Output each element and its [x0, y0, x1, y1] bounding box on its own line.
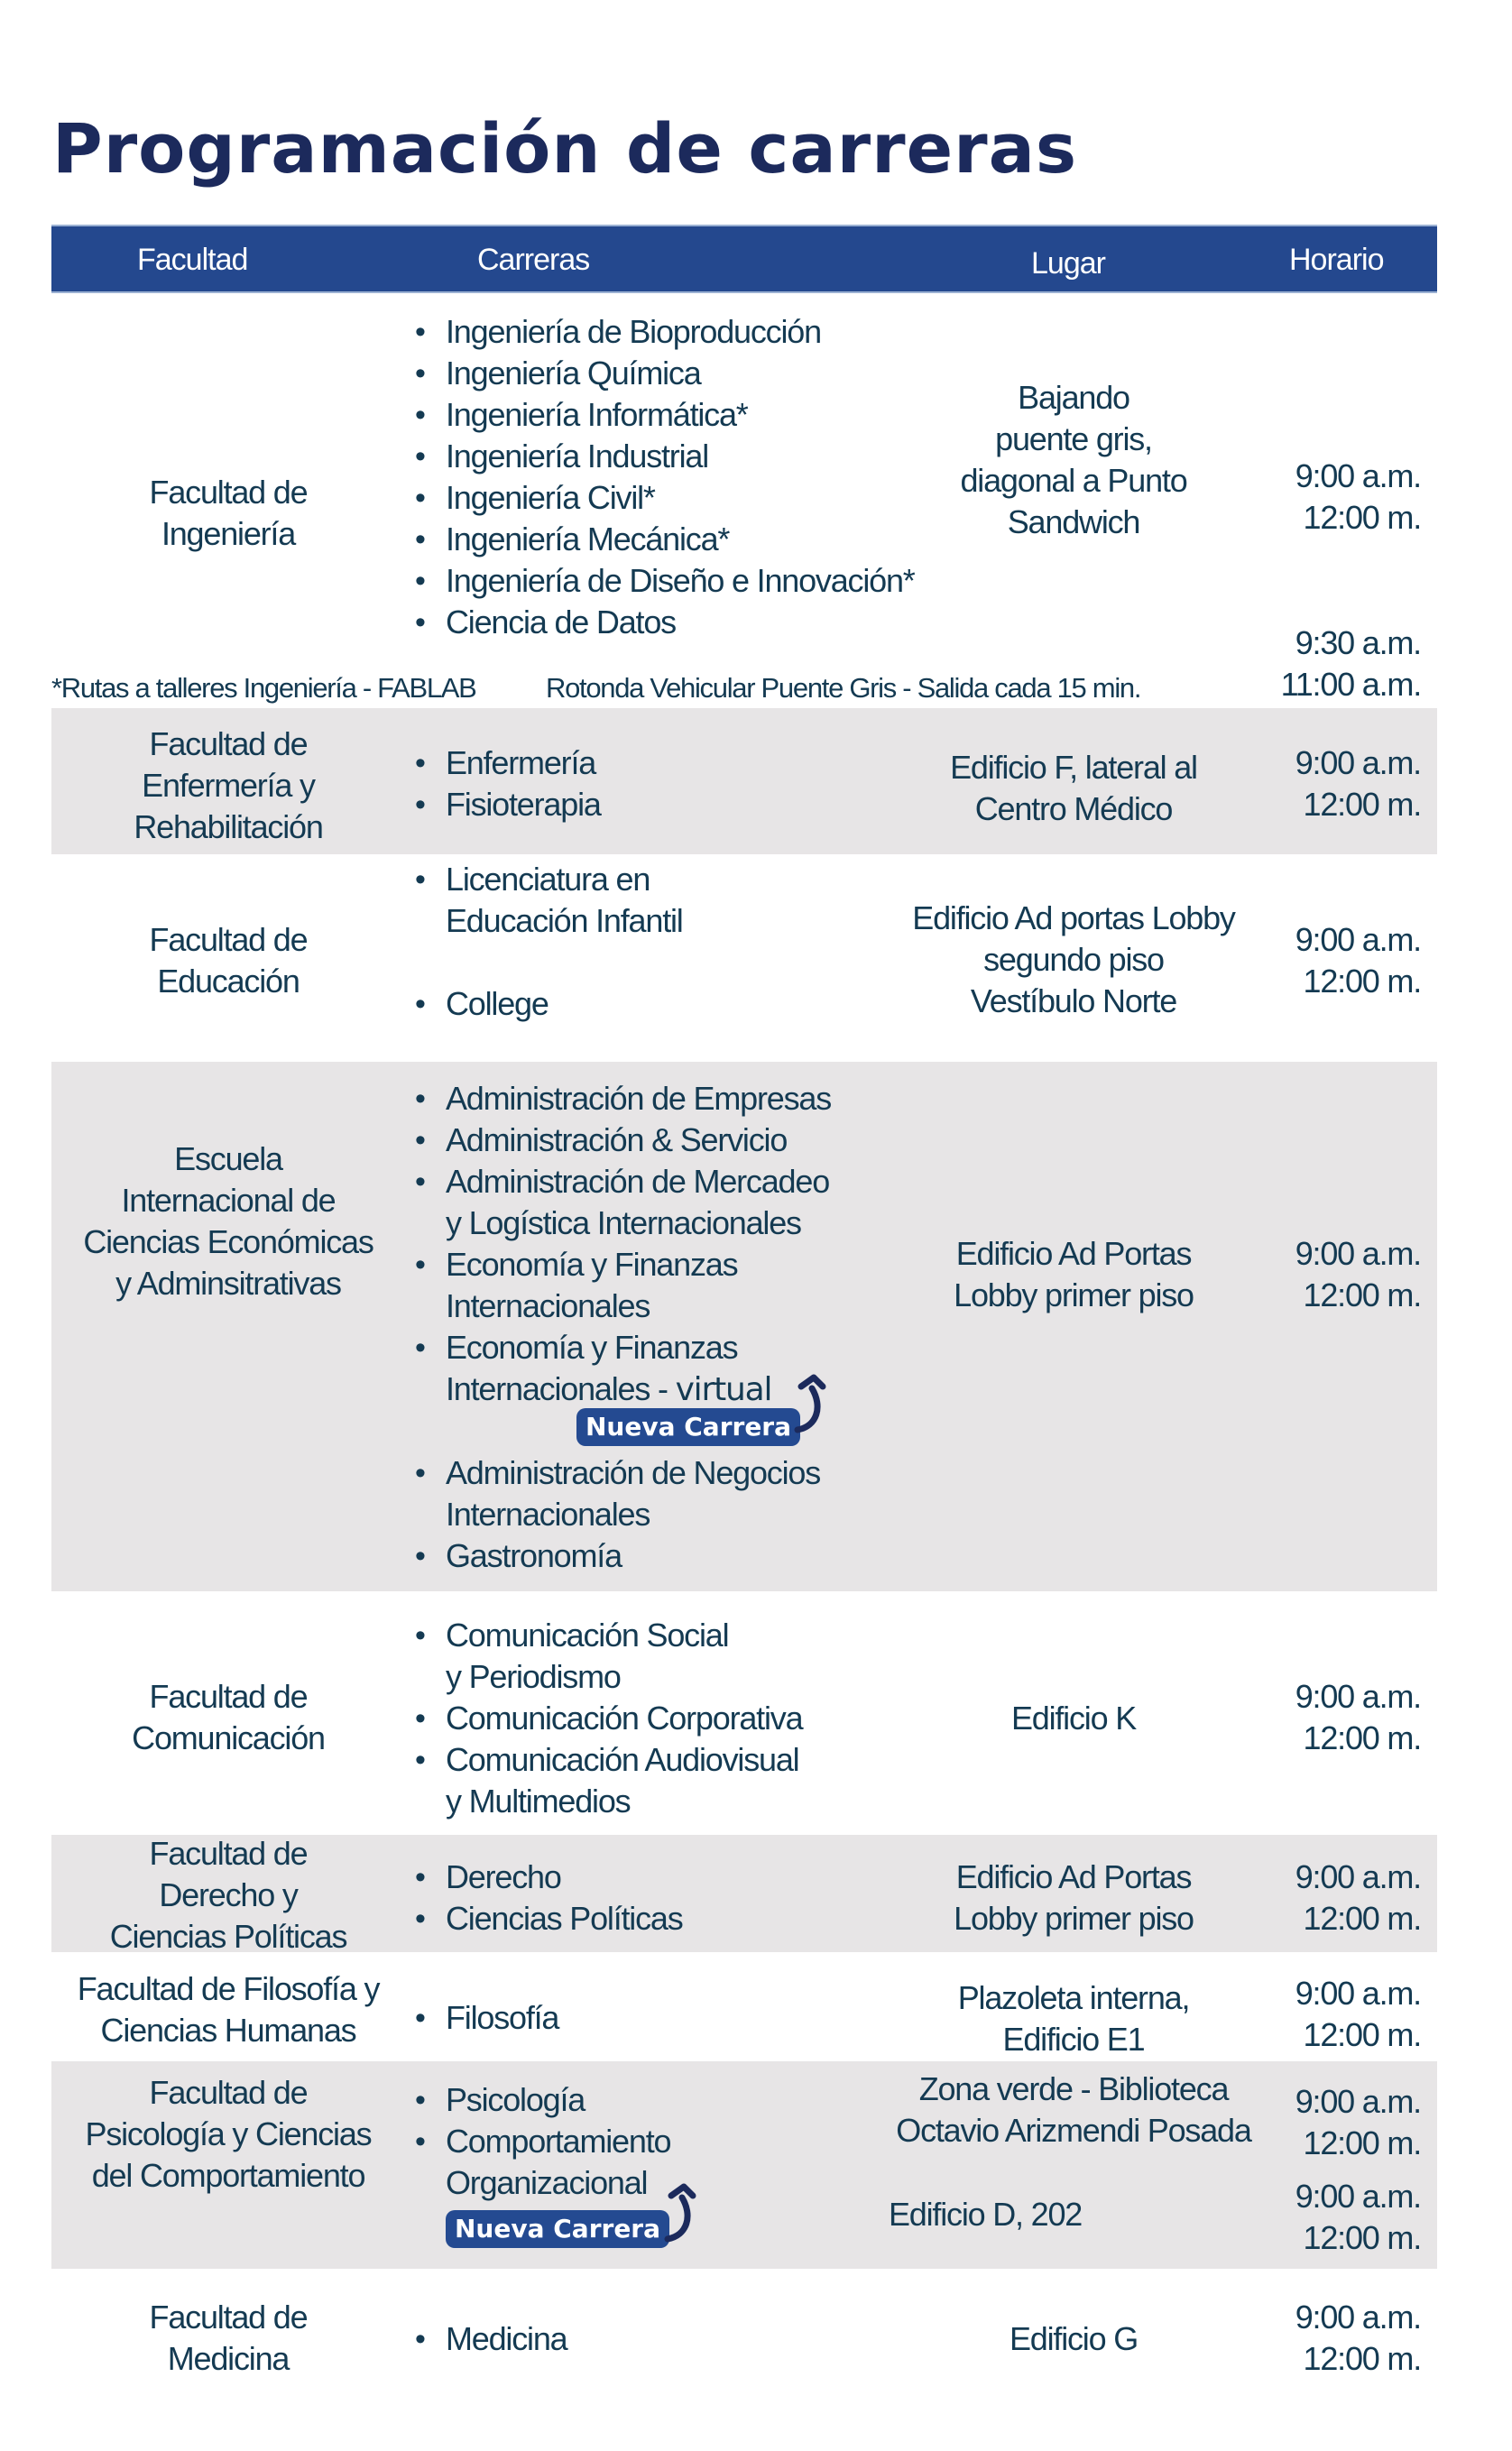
horario-end: 12:00 m.: [1303, 1719, 1421, 1756]
carreras-list: [415, 311, 915, 643]
carreras-list: [415, 2079, 670, 2204]
lugar-cell: [857, 2318, 1290, 2360]
horario-cell: [1268, 919, 1421, 1002]
lugar-line: diagonal a Punto: [960, 462, 1187, 499]
career-name-cont: Internacionales: [446, 1287, 650, 1324]
lugar-cell-2: Edificio D, 202: [889, 2196, 1083, 2233]
facultad-line: Enfermería y: [142, 767, 315, 804]
career-name-cont: y Multimedios: [446, 1783, 631, 1820]
list-item: [415, 1857, 683, 1898]
facultad-line: Ingeniería: [161, 515, 296, 552]
facultad-line: Facultad de: [149, 725, 308, 762]
horario-end: 11:00 a.m.: [1280, 666, 1421, 703]
career-name: Gastronomía: [446, 1537, 622, 1574]
facultad-cell: [48, 1833, 409, 1958]
header-lugar: Lugar: [1031, 246, 1105, 281]
list-item: [415, 1244, 831, 1285]
list-item: [415, 436, 915, 477]
table-header: [51, 225, 1437, 293]
horario-cell-2: [1268, 2176, 1421, 2259]
bullet-icon: •: [415, 2001, 425, 2035]
bullet-icon: •: [415, 1123, 425, 1157]
nueva-carrera-badge: Nueva Carrera: [446, 2210, 669, 2248]
lugar-line: Edificio K: [1010, 1700, 1137, 1737]
horario-start: 9:00 a.m.: [1295, 457, 1421, 494]
lugar-line: Edificio Ad Portas: [955, 1235, 1192, 1272]
horario-end: 12:00 m.: [1303, 1900, 1421, 1937]
horario-end: 12:00 m.: [1303, 499, 1421, 536]
facultad-line: Comunicación: [132, 1719, 325, 1756]
career-name: Comportamiento: [446, 2123, 671, 2160]
career-name-cont: [415, 1368, 831, 1411]
bullet-icon: •: [415, 439, 425, 474]
list-item: [415, 859, 683, 900]
facultad-line: Facultad de: [149, 921, 308, 958]
facultad-cell: [48, 2297, 409, 2380]
list-item: [415, 1698, 802, 1739]
facultad-line: Facultad de: [149, 474, 308, 511]
list-item: [415, 311, 915, 353]
career-name: Derecho: [446, 1858, 561, 1895]
bullet-icon: •: [415, 1165, 425, 1199]
bullet-icon: •: [415, 1082, 425, 1116]
career-name: Ingeniería Industrial: [446, 438, 708, 475]
facultad-line: Ciencias Económicas: [83, 1223, 373, 1260]
lugar-cell: [857, 377, 1290, 543]
facultad-line: Derecho y: [159, 1876, 298, 1913]
bullet-icon: •: [415, 1618, 425, 1653]
career-name: Licenciatura en: [446, 861, 650, 898]
list-item: [415, 2079, 670, 2121]
career-name-cont: y Periodismo: [446, 1658, 621, 1695]
career-name-part: Internacionales -: [446, 1370, 676, 1407]
horario-end: 12:00 m.: [1303, 2340, 1421, 2377]
bullet-icon: •: [415, 2124, 425, 2159]
horario-end: 12:00 m.: [1303, 1276, 1421, 1313]
list-item: [415, 1615, 802, 1656]
horario-start: 9:30 a.m.: [1295, 624, 1421, 661]
facultad-line: Facultad de: [149, 2299, 308, 2336]
lugar-cell-1: [857, 2069, 1290, 2152]
horario-start: 9:00 a.m.: [1295, 1975, 1421, 2012]
carreras-list: [415, 859, 683, 1025]
facultad-line: Facultad de Filosofía y: [77, 1970, 380, 2007]
bullet-icon: •: [415, 481, 425, 515]
horario-cell: [1268, 742, 1421, 825]
career-name: Psicología: [446, 2081, 585, 2118]
bullet-icon: •: [415, 315, 425, 349]
career-name: Comunicación Corporativa: [446, 1700, 803, 1737]
list-item: [415, 983, 683, 1025]
facultad-line: Educación: [157, 963, 300, 1000]
career-name: Filosofía: [446, 1999, 559, 2036]
career-name-cont: y Logística Internacionales: [446, 1204, 801, 1241]
list-item: [415, 394, 915, 436]
career-name: Fisioterapia: [446, 786, 601, 823]
carreras-list: [415, 1615, 802, 1822]
bullet-icon: •: [415, 862, 425, 897]
lugar-cell: [857, 747, 1290, 830]
career-name: Enfermería: [446, 744, 596, 781]
horario-cell: [1268, 2297, 1421, 2380]
horario-end: 12:00 m.: [1303, 2016, 1421, 2053]
lugar-line: Edificio Ad portas Lobby: [912, 899, 1235, 936]
facultad-cell: [48, 1968, 409, 2051]
lugar-line: Edificio F, lateral al: [950, 749, 1197, 786]
lugar-line: Lobby primer piso: [954, 1900, 1194, 1937]
curved-arrow-icon: [664, 2183, 702, 2244]
career-name: Ingeniería Civil*: [446, 479, 655, 516]
horario-cell: [1268, 456, 1421, 539]
bullet-icon: •: [415, 1701, 425, 1736]
list-item: [415, 477, 915, 519]
list-item: [415, 784, 601, 825]
lugar-cell: [857, 1233, 1290, 1316]
horario-end: 12:00 m.: [1303, 786, 1421, 823]
career-name: Comunicación Audiovisual: [446, 1741, 799, 1778]
career-name: Economía y Finanzas: [446, 1246, 738, 1283]
lugar-cell: [857, 1857, 1290, 1940]
horario-cell: [1268, 1676, 1421, 1759]
carreras-list: [415, 742, 601, 825]
fablab-note-lugar: Rotonda Vehicular Puente Gris - Salida cada 15 min.: [546, 672, 1141, 704]
carreras-list: [415, 1857, 683, 1940]
career-name: College: [446, 985, 549, 1022]
bullet-icon: •: [415, 788, 425, 822]
bullet-icon: •: [415, 2322, 425, 2356]
list-item: [415, 1997, 558, 2039]
horario-cell-1: [1268, 2081, 1421, 2164]
bullet-icon: •: [415, 987, 425, 1021]
bullet-icon: •: [415, 2083, 425, 2117]
bullet-icon: •: [415, 564, 425, 598]
bullet-icon: •: [415, 1331, 425, 1365]
lugar-line: segundo piso: [983, 941, 1164, 978]
curved-arrow-icon: [794, 1374, 832, 1435]
horario-end: 12:00 m.: [1303, 2124, 1421, 2161]
list-item: [415, 519, 915, 560]
list-item: [415, 1161, 831, 1202]
bullet-icon: •: [415, 398, 425, 432]
career-name: Administración de Mercadeo: [446, 1163, 830, 1200]
horario-start: 9:00 a.m.: [1295, 744, 1421, 781]
lugar-line: Plazoleta interna,: [957, 1979, 1190, 2016]
list-item: [415, 1739, 802, 1781]
facultad-line: Facultad de: [149, 1678, 308, 1715]
career-name-cont: Organizacional: [446, 2164, 648, 2201]
career-name: Economía y Finanzas: [446, 1329, 738, 1366]
facultad-cell: [48, 1676, 409, 1759]
facultad-cell: [48, 723, 409, 848]
list-item: [415, 1535, 831, 1577]
list-item: [415, 560, 915, 602]
horario-cell: [1268, 1857, 1421, 1940]
bullet-icon: •: [415, 746, 425, 780]
lugar-line: Edificio G: [1009, 2320, 1139, 2357]
lugar-line: Bajando: [1018, 379, 1129, 416]
career-name: Ingeniería de Diseño e Innovación*: [446, 562, 915, 599]
fablab-horario: [1268, 622, 1421, 705]
facultad-line: Rehabilitación: [134, 808, 323, 845]
horario-cell: [1268, 1233, 1421, 1316]
horario-start: 9:00 a.m.: [1295, 2299, 1421, 2336]
carreras-list: [415, 1997, 558, 2039]
facultad-line: y Adminsitrativas: [115, 1265, 341, 1302]
career-name: Administración de Empresas: [446, 1080, 831, 1117]
lugar-line: puente gris,: [995, 420, 1152, 457]
facultad-line: Ciencias Humanas: [100, 2012, 356, 2049]
facultad-line: Medicina: [167, 2340, 290, 2377]
facultad-line: Ciencias Políticas: [109, 1918, 347, 1955]
lugar-cell: [857, 898, 1290, 1022]
facultad-cell: [48, 1138, 409, 1304]
career-name: Ingeniería de Bioproducción: [446, 313, 821, 350]
facultad-line: Psicología y Ciencias: [85, 2115, 372, 2152]
lugar-line: Sandwich: [1007, 503, 1140, 540]
facultad-line: del Comportamiento: [91, 2157, 365, 2194]
lugar-line: Zona verde - Biblioteca: [918, 2070, 1229, 2107]
lugar-cell: [857, 1698, 1290, 1739]
virtual-label: virtual: [675, 1371, 772, 1408]
career-name-cont: Educación Infantil: [446, 902, 683, 939]
facultad-line: Facultad de: [149, 2074, 308, 2111]
bullet-icon: •: [415, 1248, 425, 1282]
career-name: Ciencia de Datos: [446, 604, 676, 640]
horario-cell: [1268, 1973, 1421, 2056]
career-name-cont: Internacionales: [446, 1496, 650, 1533]
horario-end: 12:00 m.: [1303, 2219, 1421, 2256]
list-item: [415, 353, 915, 394]
fablab-note: *Rutas a talleres Ingeniería - FABLAB: [51, 672, 476, 704]
list-item: [415, 2121, 670, 2162]
bullet-icon: •: [415, 522, 425, 557]
career-name: Ingeniería Mecánica*: [446, 521, 730, 557]
horario-start: 9:00 a.m.: [1295, 1678, 1421, 1715]
lugar-cell: [857, 1977, 1290, 2060]
spacer: [415, 942, 683, 983]
list-item: [415, 1120, 831, 1161]
list-item: [415, 2318, 567, 2360]
lugar-line: Centro Médico: [974, 790, 1173, 827]
list-item: [415, 1078, 831, 1120]
facultad-cell: [48, 2072, 409, 2197]
facultad-cell: [48, 472, 409, 555]
career-name: Ingeniería Informática*: [446, 396, 748, 433]
career-name: Administración de Negocios: [446, 1454, 821, 1491]
list-item: [415, 602, 915, 643]
header-horario: Horario: [1289, 243, 1384, 277]
bullet-icon: •: [415, 605, 425, 640]
bullet-icon: •: [415, 1743, 425, 1777]
bullet-icon: •: [415, 1902, 425, 1936]
lugar-line: Edificio E1: [1002, 2021, 1145, 2058]
list-item: [415, 1327, 831, 1368]
career-name: Administración & Servicio: [446, 1121, 788, 1158]
horario-start: 9:00 a.m.: [1295, 2083, 1421, 2120]
list-item: [415, 1452, 831, 1494]
lugar-line: Vestíbulo Norte: [970, 982, 1177, 1019]
facultad-line: Internacional de: [121, 1182, 336, 1219]
horario-start: 9:00 a.m.: [1295, 2178, 1421, 2215]
header-facultad: Facultad: [137, 243, 248, 277]
horario-start: 9:00 a.m.: [1295, 1235, 1421, 1272]
lugar-line: Edificio Ad Portas: [955, 1858, 1192, 1895]
list-item: [415, 742, 601, 784]
career-name: Ingeniería Química: [446, 355, 701, 392]
list-item: [415, 1898, 683, 1940]
bullet-icon: •: [415, 1456, 425, 1490]
career-name: Comunicación Social: [446, 1617, 729, 1654]
page-title: Programación de carreras: [52, 108, 1078, 189]
career-name: Medicina: [446, 2320, 567, 2357]
facultad-line: Escuela: [174, 1140, 282, 1177]
bullet-icon: •: [415, 356, 425, 391]
header-carreras: Carreras: [477, 243, 590, 277]
carreras-list: [415, 2318, 567, 2360]
facultad-cell: [48, 919, 409, 1002]
nueva-carrera-badge: Nueva Carrera: [576, 1408, 800, 1446]
horario-start: 9:00 a.m.: [1295, 921, 1421, 958]
facultad-line: Facultad de: [149, 1835, 308, 1872]
bullet-icon: •: [415, 1860, 425, 1894]
lugar-line: Lobby primer piso: [954, 1276, 1194, 1313]
career-name: Ciencias Políticas: [446, 1900, 683, 1937]
horario-start: 9:00 a.m.: [1295, 1858, 1421, 1895]
lugar-line: Octavio Arizmendi Posada: [896, 2112, 1251, 2149]
carreras-list: [415, 1078, 831, 1577]
horario-end: 12:00 m.: [1303, 963, 1421, 1000]
bullet-icon: •: [415, 1539, 425, 1573]
